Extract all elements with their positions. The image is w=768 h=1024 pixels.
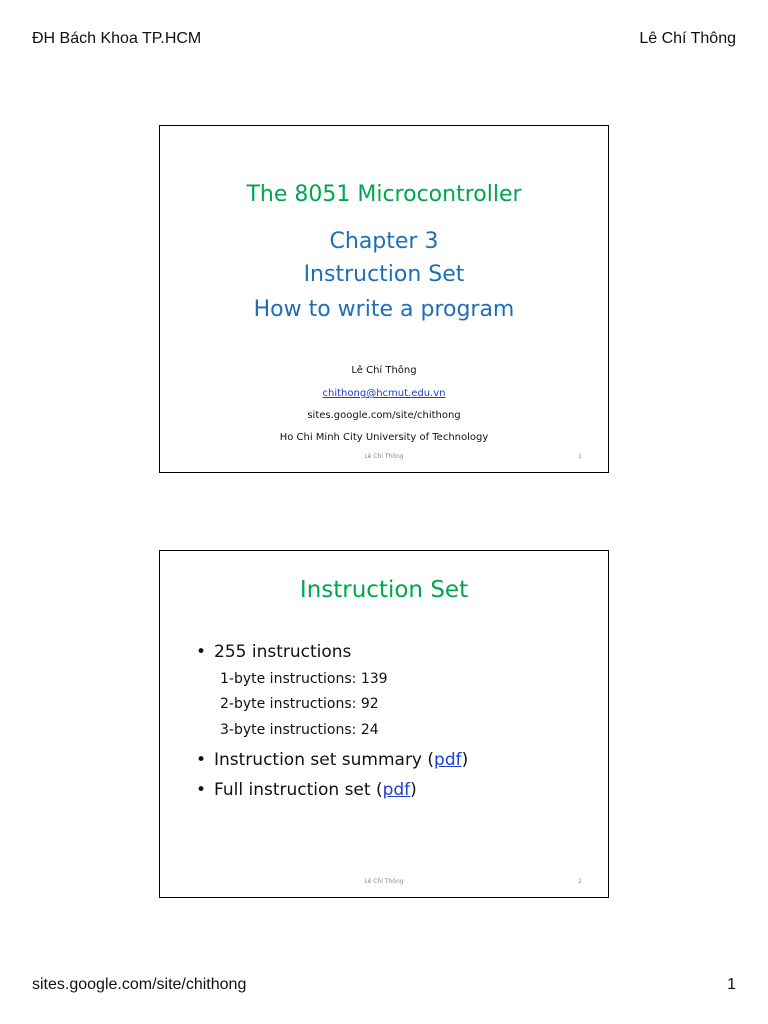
bullet-glyph: •	[196, 642, 207, 662]
slide-2-footer-number: 2	[578, 878, 582, 885]
slide-1-university: Ho Chi Minh City University of Technology	[279, 432, 489, 443]
slide-1-email-link[interactable]: chithong@hcmut.edu.vn	[322, 388, 446, 399]
slide-2	[159, 550, 609, 898]
slide-1-footer-author: Lê Chí Thông	[364, 453, 404, 460]
bullet-text-end: )	[410, 780, 417, 800]
slide-1-title: The 8051 Microcontroller	[246, 182, 522, 207]
slide-1-site: sites.google.com/site/chithong	[307, 410, 461, 421]
slide-1-chapter: Chapter 3	[329, 229, 439, 254]
slide-1-subtitle-how-to: How to write a program	[253, 297, 515, 322]
page-header-institution: ĐH Bách Khoa TP.HCM	[32, 30, 202, 47]
slide-2-sub-1-byte: 1-byte instructions: 139	[220, 671, 388, 687]
slide-2-bullet-instructions	[196, 642, 351, 662]
slide-2-sub-3-byte: 3-byte instructions: 24	[220, 722, 379, 738]
slide-1	[159, 125, 609, 473]
bullet-text-end: )	[461, 750, 469, 770]
bullet-glyph: •	[196, 750, 207, 770]
bullet-text: 255 instructions	[214, 642, 352, 662]
summary-pdf-link[interactable]: pdf	[434, 750, 462, 770]
page-footer-number: 1	[727, 976, 736, 993]
bullet-text: Full instruction set (	[214, 780, 383, 800]
full-set-pdf-link[interactable]: pdf	[382, 780, 411, 800]
slide-1-footer-number: 1	[578, 453, 582, 460]
slide-2-footer-author: Lê Chí Thông	[364, 878, 404, 885]
slide-2-bullet-summary	[196, 750, 468, 770]
slide-2-sub-2-byte: 2-byte instructions: 92	[220, 696, 379, 712]
bullet-glyph: •	[196, 780, 207, 800]
page-footer-site: sites.google.com/site/chithong	[32, 976, 247, 993]
slide-2-bullet-full-set	[196, 780, 417, 800]
bullet-text: Instruction set summary (	[214, 750, 435, 770]
page-header-author: Lê Chí Thông	[639, 30, 736, 47]
slide-1-subtitle-instruction-set: Instruction Set	[303, 262, 465, 287]
slide-2-title: Instruction Set	[299, 577, 469, 603]
slide-1-author: Lê Chí Thông	[351, 365, 417, 376]
